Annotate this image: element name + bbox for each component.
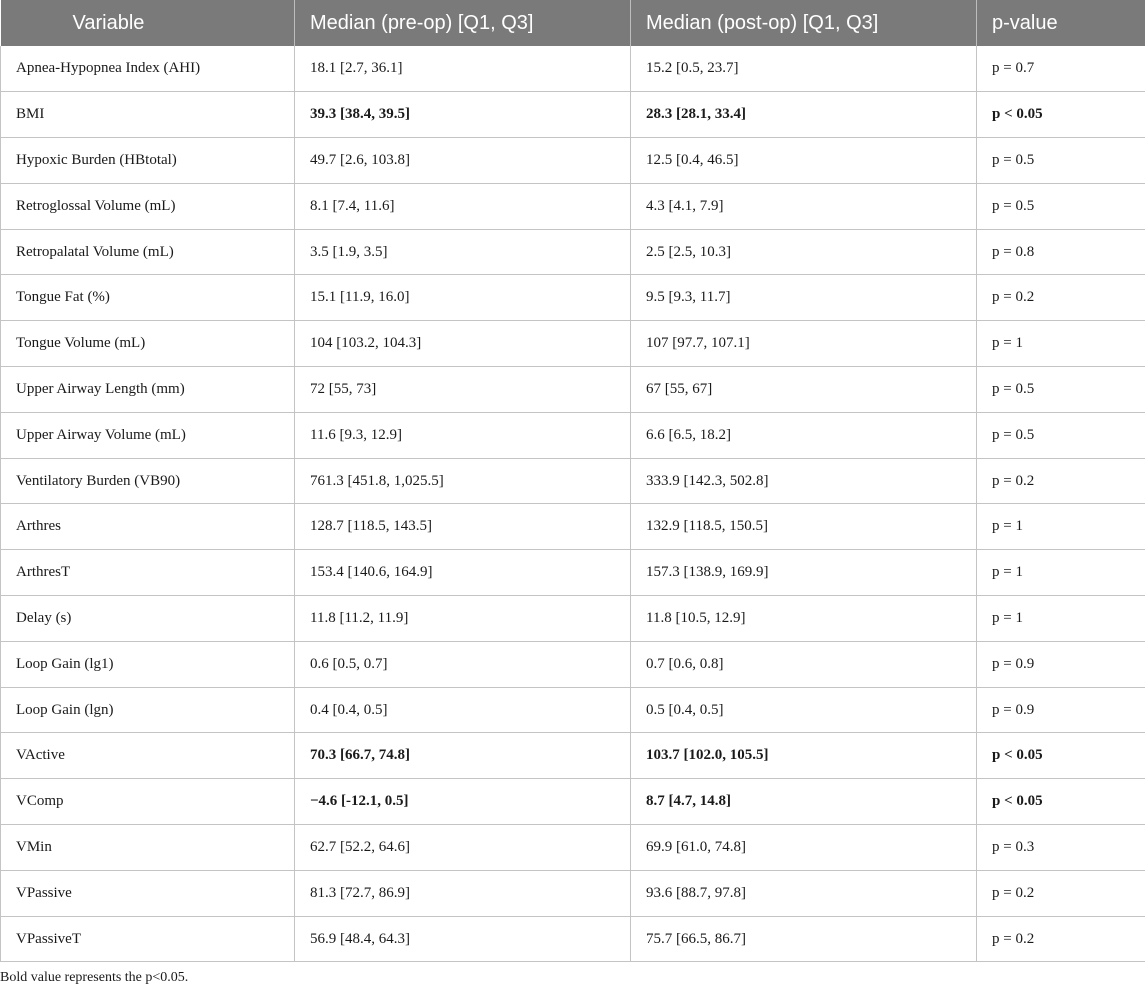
table-row: [1, 138, 1145, 184]
header-p-value: p-value: [977, 0, 1145, 46]
table-row: [1, 46, 1145, 92]
cell-variable: Upper Airway Length (mm): [1, 367, 295, 413]
cell-median-post-op: 67 [55, 67]: [631, 367, 977, 413]
cell-variable: Tongue Volume (mL): [1, 321, 295, 367]
cell-p-value: p = 0.9: [977, 687, 1145, 733]
cell-median-pre-op: 128.7 [118.5, 143.5]: [295, 504, 631, 550]
cell-p-value: p < 0.05: [977, 92, 1145, 138]
cell-median-post-op: 107 [97.7, 107.1]: [631, 321, 977, 367]
cell-p-value: p = 0.3: [977, 825, 1145, 871]
table-row: [1, 458, 1145, 504]
cell-median-pre-op: 81.3 [72.7, 86.9]: [295, 870, 631, 916]
cell-median-pre-op: 11.8 [11.2, 11.9]: [295, 596, 631, 642]
cell-median-pre-op: 0.6 [0.5, 0.7]: [295, 641, 631, 687]
cell-variable: Hypoxic Burden (HBtotal): [1, 138, 295, 184]
cell-median-pre-op: −4.6 [-12.1, 0.5]: [295, 779, 631, 825]
cell-median-post-op: 15.2 [0.5, 23.7]: [631, 46, 977, 92]
cell-variable: VActive: [1, 733, 295, 779]
cell-median-post-op: 93.6 [88.7, 97.8]: [631, 870, 977, 916]
cell-median-pre-op: 18.1 [2.7, 36.1]: [295, 46, 631, 92]
cell-p-value: p = 0.5: [977, 183, 1145, 229]
cell-variable: Tongue Fat (%): [1, 275, 295, 321]
cell-median-pre-op: 104 [103.2, 104.3]: [295, 321, 631, 367]
cell-median-post-op: 8.7 [4.7, 14.8]: [631, 779, 977, 825]
cell-p-value: p = 0.2: [977, 458, 1145, 504]
table-footnote: Bold value represents the p<0.05.: [0, 970, 189, 985]
cell-median-pre-op: 49.7 [2.6, 103.8]: [295, 138, 631, 184]
table-row: [1, 641, 1145, 687]
table-row: [1, 596, 1145, 642]
cell-p-value: p = 0.5: [977, 412, 1145, 458]
table-row: [1, 825, 1145, 871]
cell-variable: Apnea-Hypopnea Index (AHI): [1, 46, 295, 92]
cell-p-value: p < 0.05: [977, 779, 1145, 825]
cell-median-post-op: 9.5 [9.3, 11.7]: [631, 275, 977, 321]
header-variable: Variable: [72, 11, 145, 34]
cell-median-post-op: 2.5 [2.5, 10.3]: [631, 229, 977, 275]
table-row: [1, 550, 1145, 596]
table-row: [1, 92, 1145, 138]
cell-variable: VMin: [1, 825, 295, 871]
cell-median-pre-op: 56.9 [48.4, 64.3]: [295, 916, 631, 962]
cell-p-value: p = 1: [977, 596, 1145, 642]
table-row: [1, 229, 1145, 275]
cell-median-pre-op: 72 [55, 73]: [295, 367, 631, 413]
table-row: [1, 870, 1145, 916]
cell-median-post-op: 12.5 [0.4, 46.5]: [631, 138, 977, 184]
cell-variable: ArthresT: [1, 550, 295, 596]
cell-median-post-op: 75.7 [66.5, 86.7]: [631, 916, 977, 962]
table-row: [1, 367, 1145, 413]
cell-median-post-op: 333.9 [142.3, 502.8]: [631, 458, 977, 504]
cell-median-pre-op: 15.1 [11.9, 16.0]: [295, 275, 631, 321]
cell-p-value: p = 0.5: [977, 367, 1145, 413]
cell-p-value: p = 1: [977, 504, 1145, 550]
cell-median-pre-op: 39.3 [38.4, 39.5]: [295, 92, 631, 138]
table-row: [1, 779, 1145, 825]
cell-variable: Upper Airway Volume (mL): [1, 412, 295, 458]
cell-p-value: p = 0.2: [977, 916, 1145, 962]
cell-median-pre-op: 70.3 [66.7, 74.8]: [295, 733, 631, 779]
cell-p-value: p = 0.8: [977, 229, 1145, 275]
cell-median-pre-op: 8.1 [7.4, 11.6]: [295, 183, 631, 229]
cell-variable: Arthres: [1, 504, 295, 550]
table-row: [1, 687, 1145, 733]
cell-median-post-op: 28.3 [28.1, 33.4]: [631, 92, 977, 138]
table-header: [1, 0, 1145, 46]
cell-variable: Retropalatal Volume (mL): [1, 229, 295, 275]
cell-median-pre-op: 761.3 [451.8, 1,025.5]: [295, 458, 631, 504]
table-row: [1, 412, 1145, 458]
cell-p-value: p = 0.9: [977, 641, 1145, 687]
table-row: [1, 916, 1145, 962]
cell-variable: VPassiveT: [1, 916, 295, 962]
header-row: [1, 0, 1145, 46]
cell-p-value: p = 0.2: [977, 275, 1145, 321]
header-median-pre-op: Median (pre-op) [Q1, Q3]: [295, 0, 631, 46]
header-median-post-op: Median (post-op) [Q1, Q3]: [631, 0, 977, 46]
cell-median-post-op: 132.9 [118.5, 150.5]: [631, 504, 977, 550]
table-row: [1, 183, 1145, 229]
cell-variable: Ventilatory Burden (VB90): [1, 458, 295, 504]
cell-variable: VComp: [1, 779, 295, 825]
cell-median-post-op: 69.9 [61.0, 74.8]: [631, 825, 977, 871]
cell-median-pre-op: 3.5 [1.9, 3.5]: [295, 229, 631, 275]
cell-median-pre-op: 11.6 [9.3, 12.9]: [295, 412, 631, 458]
cell-p-value: p = 0.5: [977, 138, 1145, 184]
cell-median-pre-op: 0.4 [0.4, 0.5]: [295, 687, 631, 733]
table-body: [1, 46, 1145, 962]
cell-median-post-op: 103.7 [102.0, 105.5]: [631, 733, 977, 779]
cell-p-value: p = 1: [977, 321, 1145, 367]
cell-median-post-op: 0.7 [0.6, 0.8]: [631, 641, 977, 687]
cell-median-post-op: 6.6 [6.5, 18.2]: [631, 412, 977, 458]
cell-median-pre-op: 62.7 [52.2, 64.6]: [295, 825, 631, 871]
cell-variable: Retroglossal Volume (mL): [1, 183, 295, 229]
table-row: [1, 321, 1145, 367]
table-row: [1, 504, 1145, 550]
table-row: [1, 275, 1145, 321]
cell-p-value: p < 0.05: [977, 733, 1145, 779]
cell-median-post-op: 11.8 [10.5, 12.9]: [631, 596, 977, 642]
cell-variable: VPassive: [1, 870, 295, 916]
cell-median-post-op: 157.3 [138.9, 169.9]: [631, 550, 977, 596]
cell-p-value: p = 1: [977, 550, 1145, 596]
cell-variable: Delay (s): [1, 596, 295, 642]
cell-median-pre-op: 153.4 [140.6, 164.9]: [295, 550, 631, 596]
cell-variable: BMI: [1, 92, 295, 138]
cell-variable: Loop Gain (lg1): [1, 641, 295, 687]
cell-p-value: p = 0.7: [977, 46, 1145, 92]
table-row: [1, 733, 1145, 779]
cell-median-post-op: 0.5 [0.4, 0.5]: [631, 687, 977, 733]
cell-variable: Loop Gain (lgn): [1, 687, 295, 733]
cell-p-value: p = 0.2: [977, 870, 1145, 916]
cell-median-post-op: 4.3 [4.1, 7.9]: [631, 183, 977, 229]
